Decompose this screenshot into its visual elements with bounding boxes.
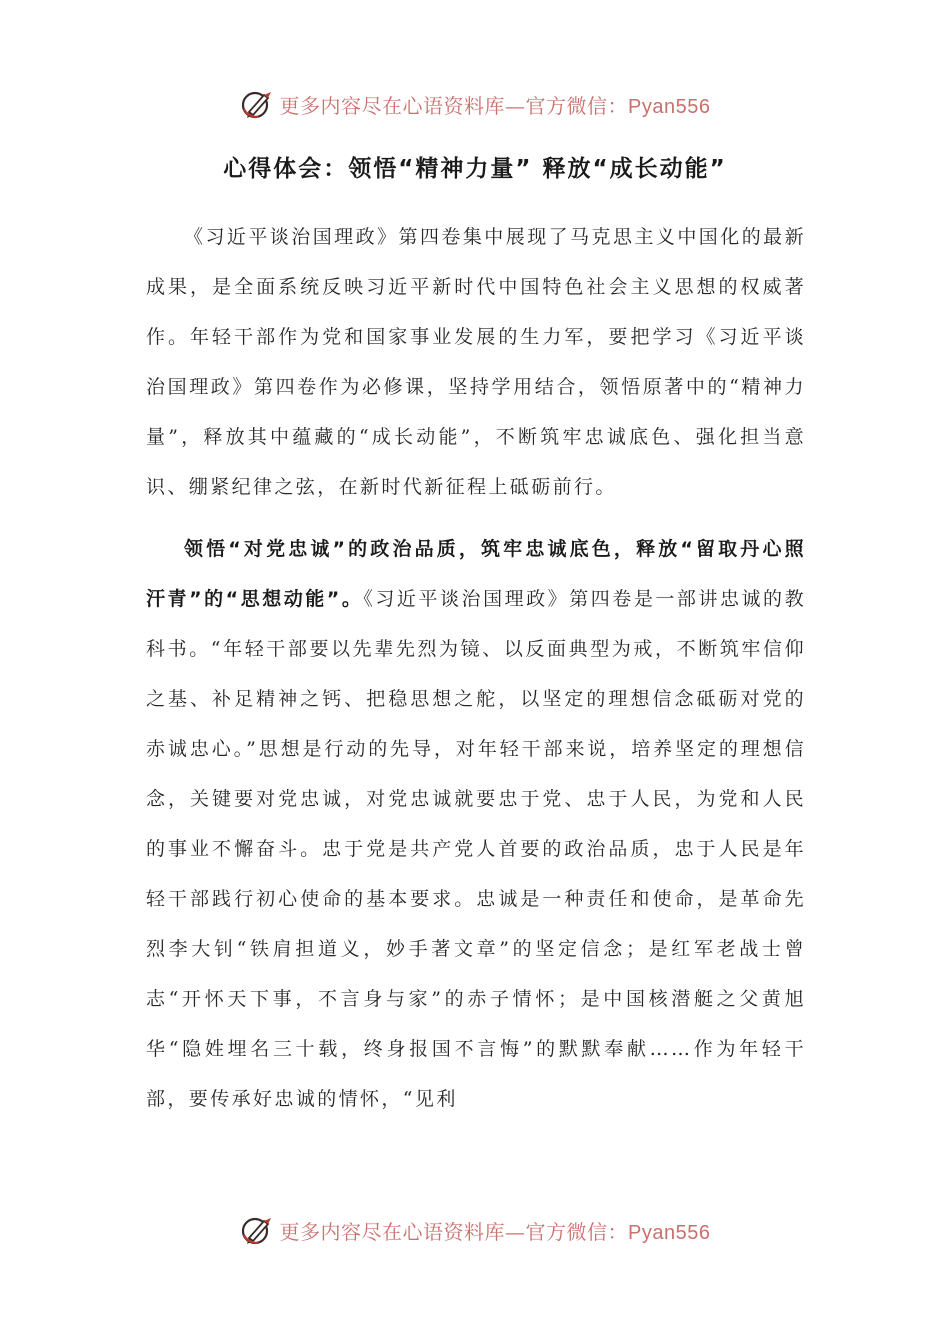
paragraph bbox=[146, 212, 806, 512]
header-banner bbox=[0, 84, 950, 124]
paragraph-text: 《习近平谈治国理政》第四卷是一部讲忠诚的教科书。“年轻干部要以先辈先烈为镜、以反面典型为戒，不断筑牢信仰之基、补足精神之钙、把稳思想之舵，以坚定的理想信念砥砺对党的赤诚忠心。”思想是行动的先导，对年轻干部来说，培养坚定的理想信念，关键要对党忠诚，对党忠诚就要忠于党、忠于人民，为党和人民的事业不懈奋斗。忠于党是共产党人首要的政治品质，忠于人民是年轻干部践行初心使命的基本要求。忠诚是一种责任和使命，是革命先烈李大钊“铁肩担道义，妙手著文章”的坚定信念；是红军老战士曾志“开怀天下事，不言身与家”的赤子情怀；是中国核潜艇之父黄旭华“隐姓埋名三十载，终身报国不言悔”的默默奉献……作为年轻干部，要传承好忠诚的情怀，“见利 bbox=[146, 588, 806, 1110]
paragraph-text: 《习近平谈治国理政》第四卷集中展现了马克思主义中国化的最新成果，是全面系统反映习近平新时代中国特色社会主义思想的权威著作。年轻干部作为党和国家事业发展的生力军，要把学习《习近平谈治国理政》第四卷作为必修课，坚持学用结合，领悟原著中的“精神力量”，释放其中蕴藏的“成长动能”，不断筑牢忠诚底色、强化担当意识、绷紧纪律之弦，在新时代新征程上砥砺前行。 bbox=[146, 226, 806, 498]
pen-nib-logo-icon bbox=[240, 1213, 274, 1247]
banner-wechat-id: Pyan556 bbox=[628, 1221, 711, 1244]
banner-text bbox=[280, 1216, 711, 1245]
banner-wechat-id: Pyan556 bbox=[628, 95, 711, 118]
banner-label: 更多内容尽在心语资料库—官方微信： bbox=[279, 93, 629, 118]
footer-banner bbox=[0, 1210, 950, 1250]
banner-text bbox=[280, 90, 711, 119]
paragraph-lead: 领悟“对党忠诚”的政治品质，筑牢忠诚底色，释放“留取丹心照汗青”的“思想动能”。 bbox=[146, 538, 806, 610]
pen-nib-logo-icon bbox=[240, 87, 274, 121]
banner-label: 更多内容尽在心语资料库—官方微信： bbox=[279, 1219, 629, 1244]
paragraph bbox=[146, 524, 806, 1124]
document-title: 心得体会：领悟“精神力量” 释放“成长动能” bbox=[223, 156, 727, 182]
document-body bbox=[146, 212, 806, 1124]
